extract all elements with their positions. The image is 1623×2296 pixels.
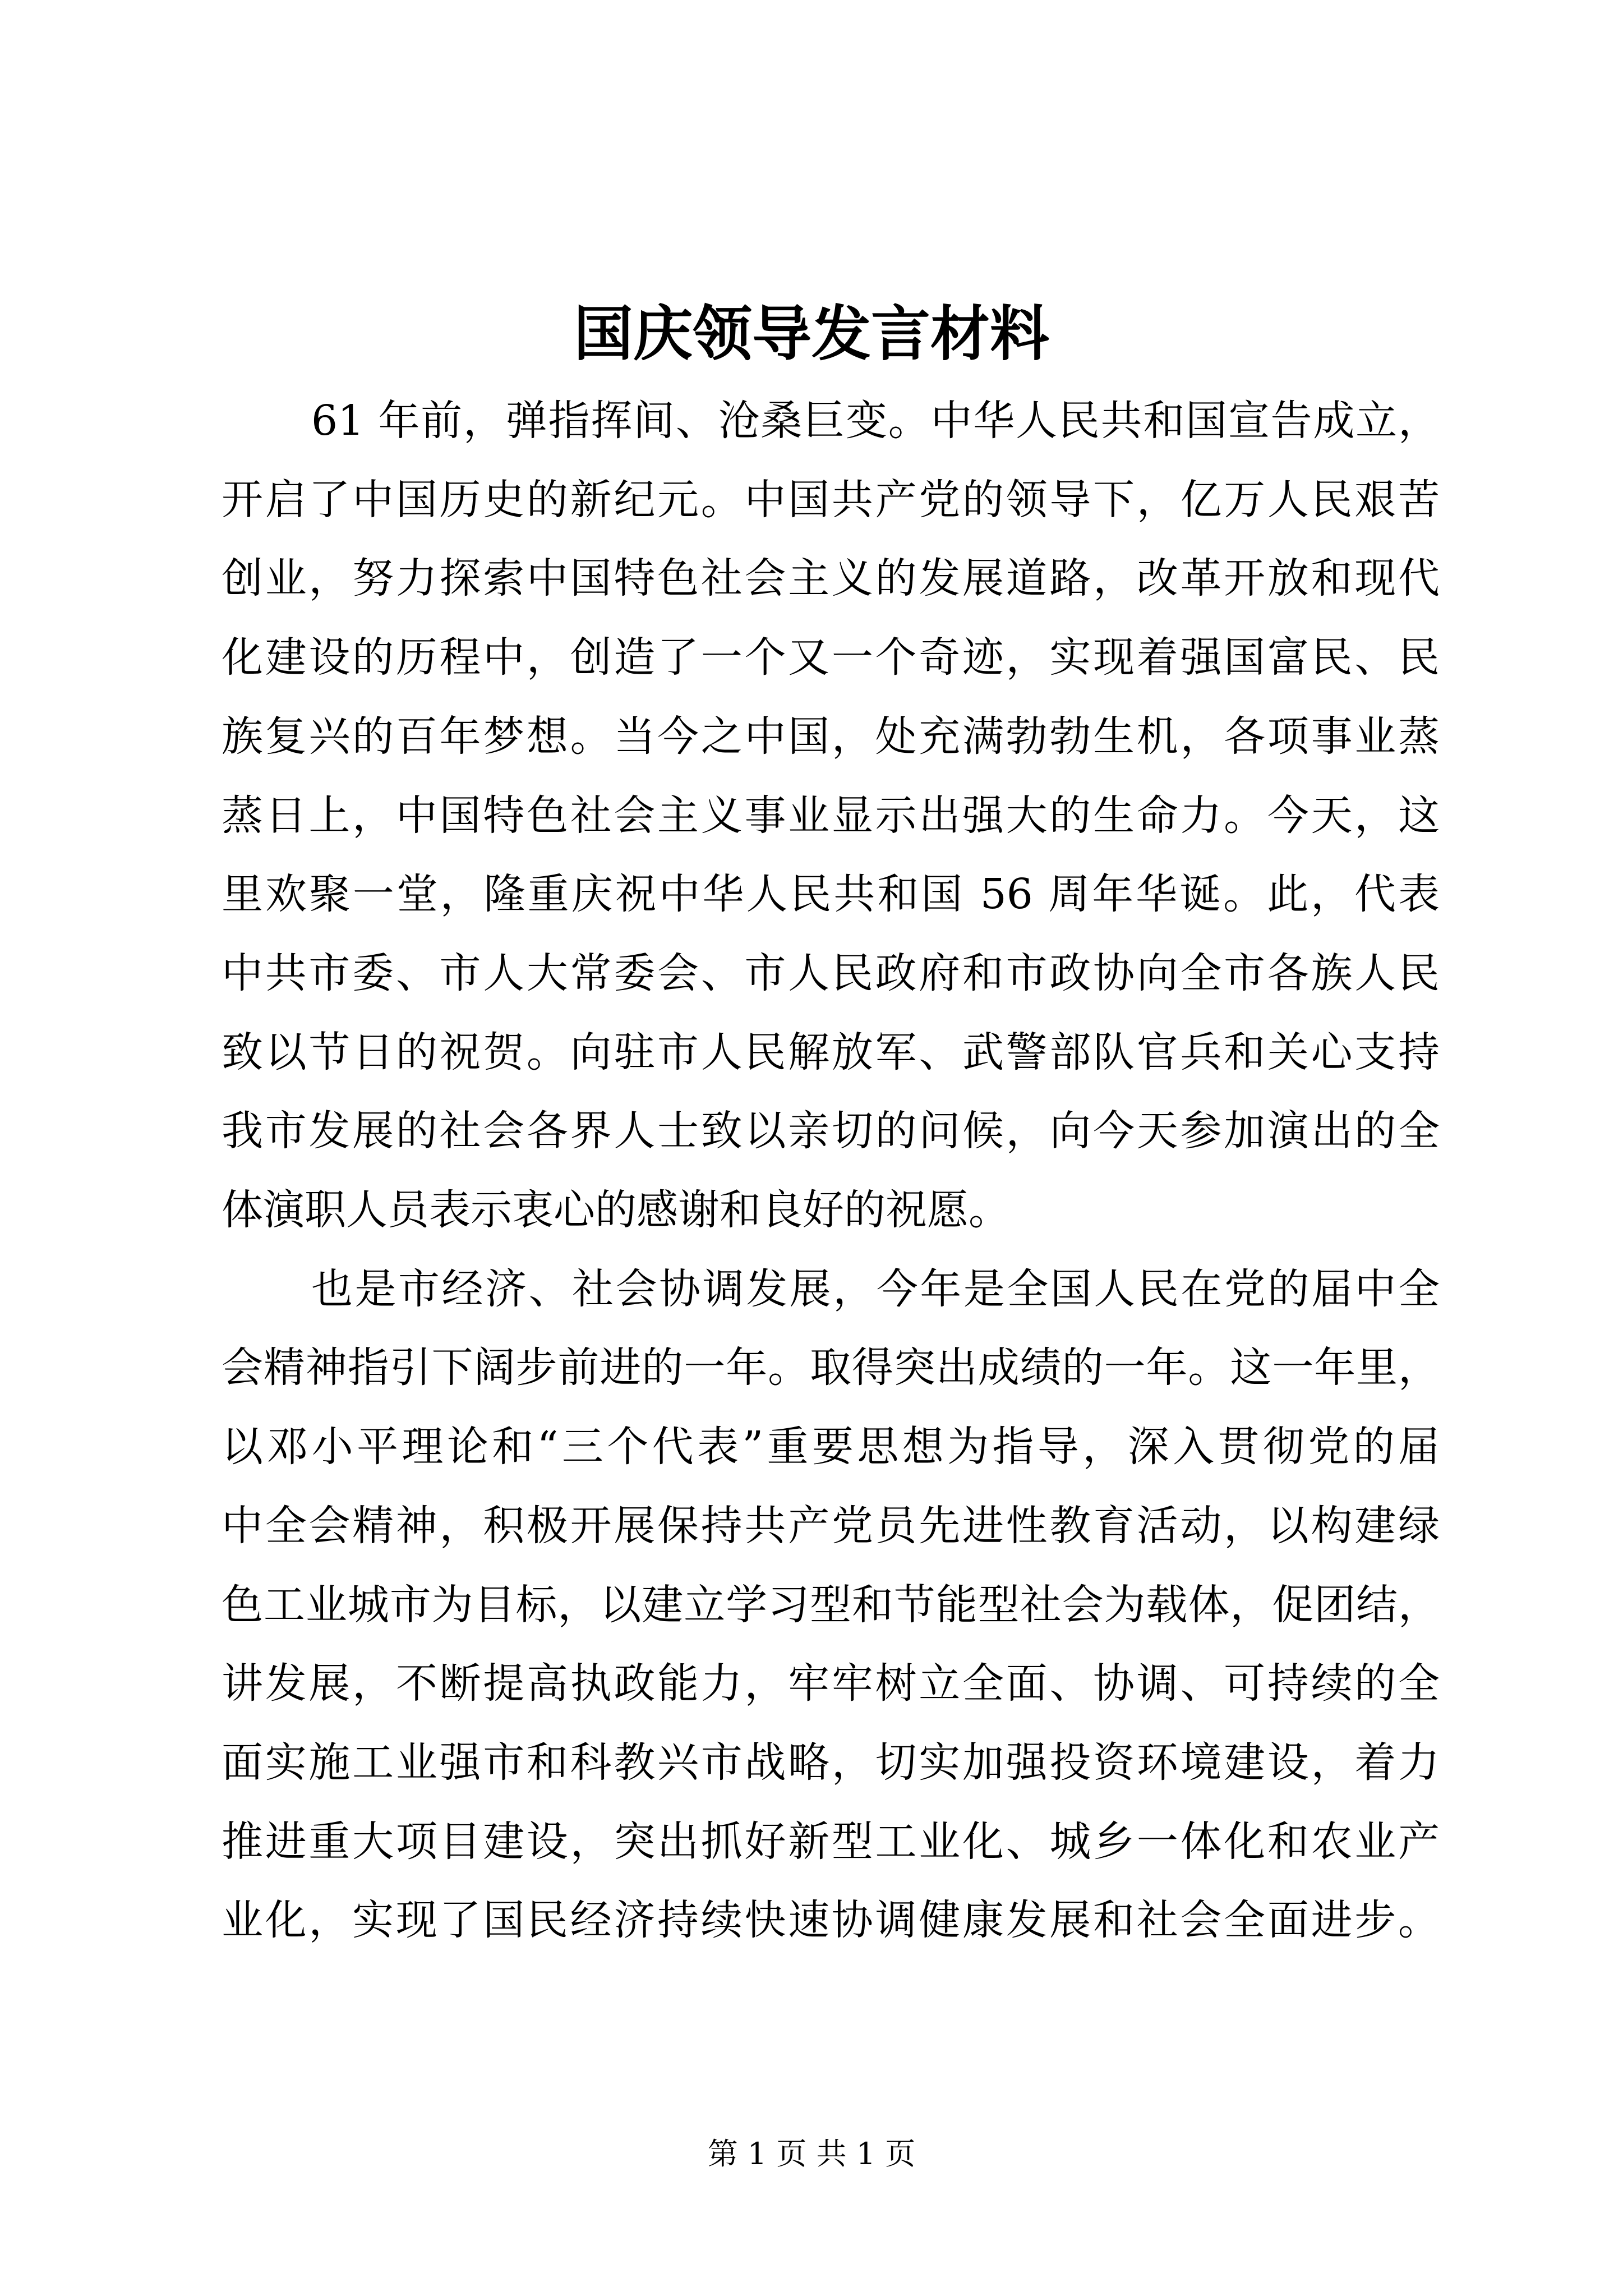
paragraph-1-line: 创业，努力探索中国特色社会主义的发展道路，改革开放和现代	[222, 554, 1440, 603]
paragraph-1-line: 体演职人员表示衷心的感谢和良好的祝愿。	[222, 1186, 1010, 1234]
paragraph-2-line: 中全会精神，积极开展保持共产党员先进性教育活动，以构建绿	[222, 1501, 1440, 1550]
paragraph-1-line: 中共市委、市人大常委会、市人民政府和市政协向全市各族人民	[222, 949, 1440, 997]
paragraph-2-line: 推进重大项目建设，突出抓好新型工业化、城乡一体化和农业产	[222, 1817, 1440, 1866]
paragraph-1-line: 化建设的历程中，创造了一个又一个奇迹，实现着强国富民、民	[222, 633, 1440, 682]
paragraph-2-line: 也是市经济、社会协调发展，今年是全国人民在党的届中全	[311, 1264, 1440, 1313]
paragraph-1-line: 族复兴的百年梦想。当今之中国，处充满勃勃生机，各项事业蒸	[222, 712, 1440, 761]
document-title: 国庆领导发言材料	[574, 298, 1049, 369]
paragraph-2-line: 业化，实现了国民经济持续快速协调健康发展和社会全面进步。	[222, 1896, 1440, 1945]
paragraph-2-line: 讲发展，不断提高执政能力，牢牢树立全面、协调、可持续的全	[222, 1659, 1440, 1708]
paragraph-2-line: 会精神指引下阔步前进的一年。取得突出成绩的一年。这一年里，	[222, 1343, 1440, 1392]
paragraph-1-line: 致以节日的祝贺。向驻市人民解放军、武警部队官兵和关心支持	[222, 1028, 1440, 1076]
paragraph-1-line: 我市发展的社会各界人士致以亲切的问候，向今天参加演出的全	[222, 1107, 1440, 1156]
paragraph-1-line: 里欢聚一堂，隆重庆祝中华人民共和国 56 周年华诞。此，代表	[222, 870, 1440, 919]
paragraph-1-line: 开启了中国历史的新纪元。中国共产党的领导下，亿万人民艰苦	[222, 475, 1440, 524]
paragraph-1-line: 蒸日上，中国特色社会主义事业显示出强大的生命力。今天，这	[222, 791, 1440, 840]
paragraph-2-line: 以邓小平理论和“三个代表”重要思想为指导，深入贯彻党的届	[222, 1423, 1440, 1471]
paragraph-1-line: 61 年前，弹指挥间、沧桑巨变。中华人民共和国宣告成立，	[311, 397, 1440, 445]
paragraph-2-line: 色工业城市为目标，以建立学习型和节能型社会为载体，促团结，	[222, 1580, 1440, 1629]
paragraph-2-line: 面实施工业强市和科教兴市战略，切实加强投资环境建设，着力	[222, 1738, 1440, 1787]
page-footer: 第 1 页 共 1 页	[707, 2136, 916, 2171]
